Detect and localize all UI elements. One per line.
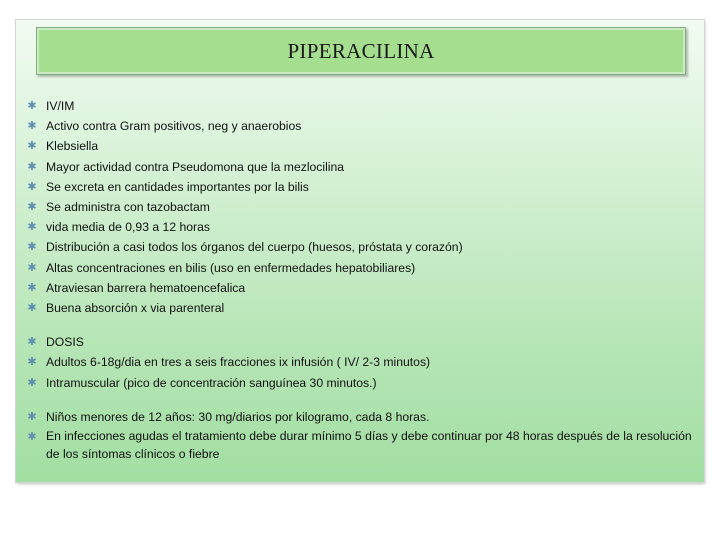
star-bullet-icon: ✱: [27, 100, 37, 112]
bullet-item: ✱ vida media de 0,93 a 12 horas: [26, 217, 696, 237]
star-bullet-icon: ✱: [27, 281, 37, 294]
star-bullet-icon: ✱: [27, 431, 37, 444]
bullet-item: ✱ Distribución a casi todos los órganos del cuerpo (huesos, próstata y corazón): [26, 237, 696, 257]
bullet-item: ✱ Mayor actividad contra Pseudomona que la mezlocilina: [26, 157, 696, 177]
star-bullet-icon: ✱: [27, 410, 37, 423]
star-bullet-icon: ✱: [27, 140, 37, 153]
bullet-item: ✱ Se administra con tazobactam: [26, 197, 696, 217]
star-bullet-icon: ✱: [27, 201, 37, 214]
bullet-item: ✱ Adultos 6-18g/dia en tres a seis fracciones ix infusión ( IV/ 2-3 minutos): [26, 352, 696, 372]
bullet-item: ✱ Intramuscular (pico de concentración sanguínea 30 minutos.): [26, 373, 696, 393]
star-bullet-icon: ✱: [27, 241, 37, 254]
star-bullet-icon: ✱: [27, 261, 37, 274]
title-bar: [36, 27, 686, 75]
star-bullet-icon: ✱: [27, 376, 37, 389]
bullet-item: ✱ Buena absorción x via parenteral: [26, 298, 696, 318]
star-bullet-icon: ✱: [27, 221, 37, 234]
bullet-item: ✱ Altas concentraciones en bilis (uso en enfermedades hepatobiliares): [26, 258, 696, 278]
bullet-item: ✱ En infecciones agudas el tratamiento debe durar mínimo 5 días y debe continuar por 48 horas después de la resolución de los síntomas clínicos o fiebre: [27, 429, 692, 462]
star-bullet-icon: ✱: [27, 160, 37, 173]
slide-title: PIPERACILINA: [287, 38, 435, 63]
star-bullet-icon: ✱: [27, 336, 37, 349]
bullet-item: ✱ Se excreta en cantidades importantes por la bilis: [26, 177, 696, 197]
star-bullet-icon: ✱: [27, 180, 37, 193]
bullet-group-properties: [26, 96, 696, 318]
star-bullet-icon: ✱: [27, 120, 37, 133]
bullet-item: ✱ IV/IM: [26, 96, 696, 116]
bullet-item: ✱ Atraviesan barrera hematoencefalica: [26, 278, 696, 298]
star-bullet-icon: ✱: [27, 302, 37, 315]
bullet-group-pediatric: [26, 407, 696, 463]
bullet-item: ✱ Niños menores de 12 años: 30 mg/diarios por kilogramo, cada 8 horas.: [26, 407, 696, 427]
bullet-item: ✱ DOSIS: [26, 332, 696, 352]
bullet-group-dosage: [26, 332, 696, 393]
star-bullet-icon: ✱: [27, 356, 37, 369]
bullet-item: ✱ Klebsiella: [26, 136, 696, 156]
bullet-item: ✱ Activo contra Gram positivos, neg y anaerobios: [26, 116, 696, 136]
slide-content: [26, 96, 696, 477]
